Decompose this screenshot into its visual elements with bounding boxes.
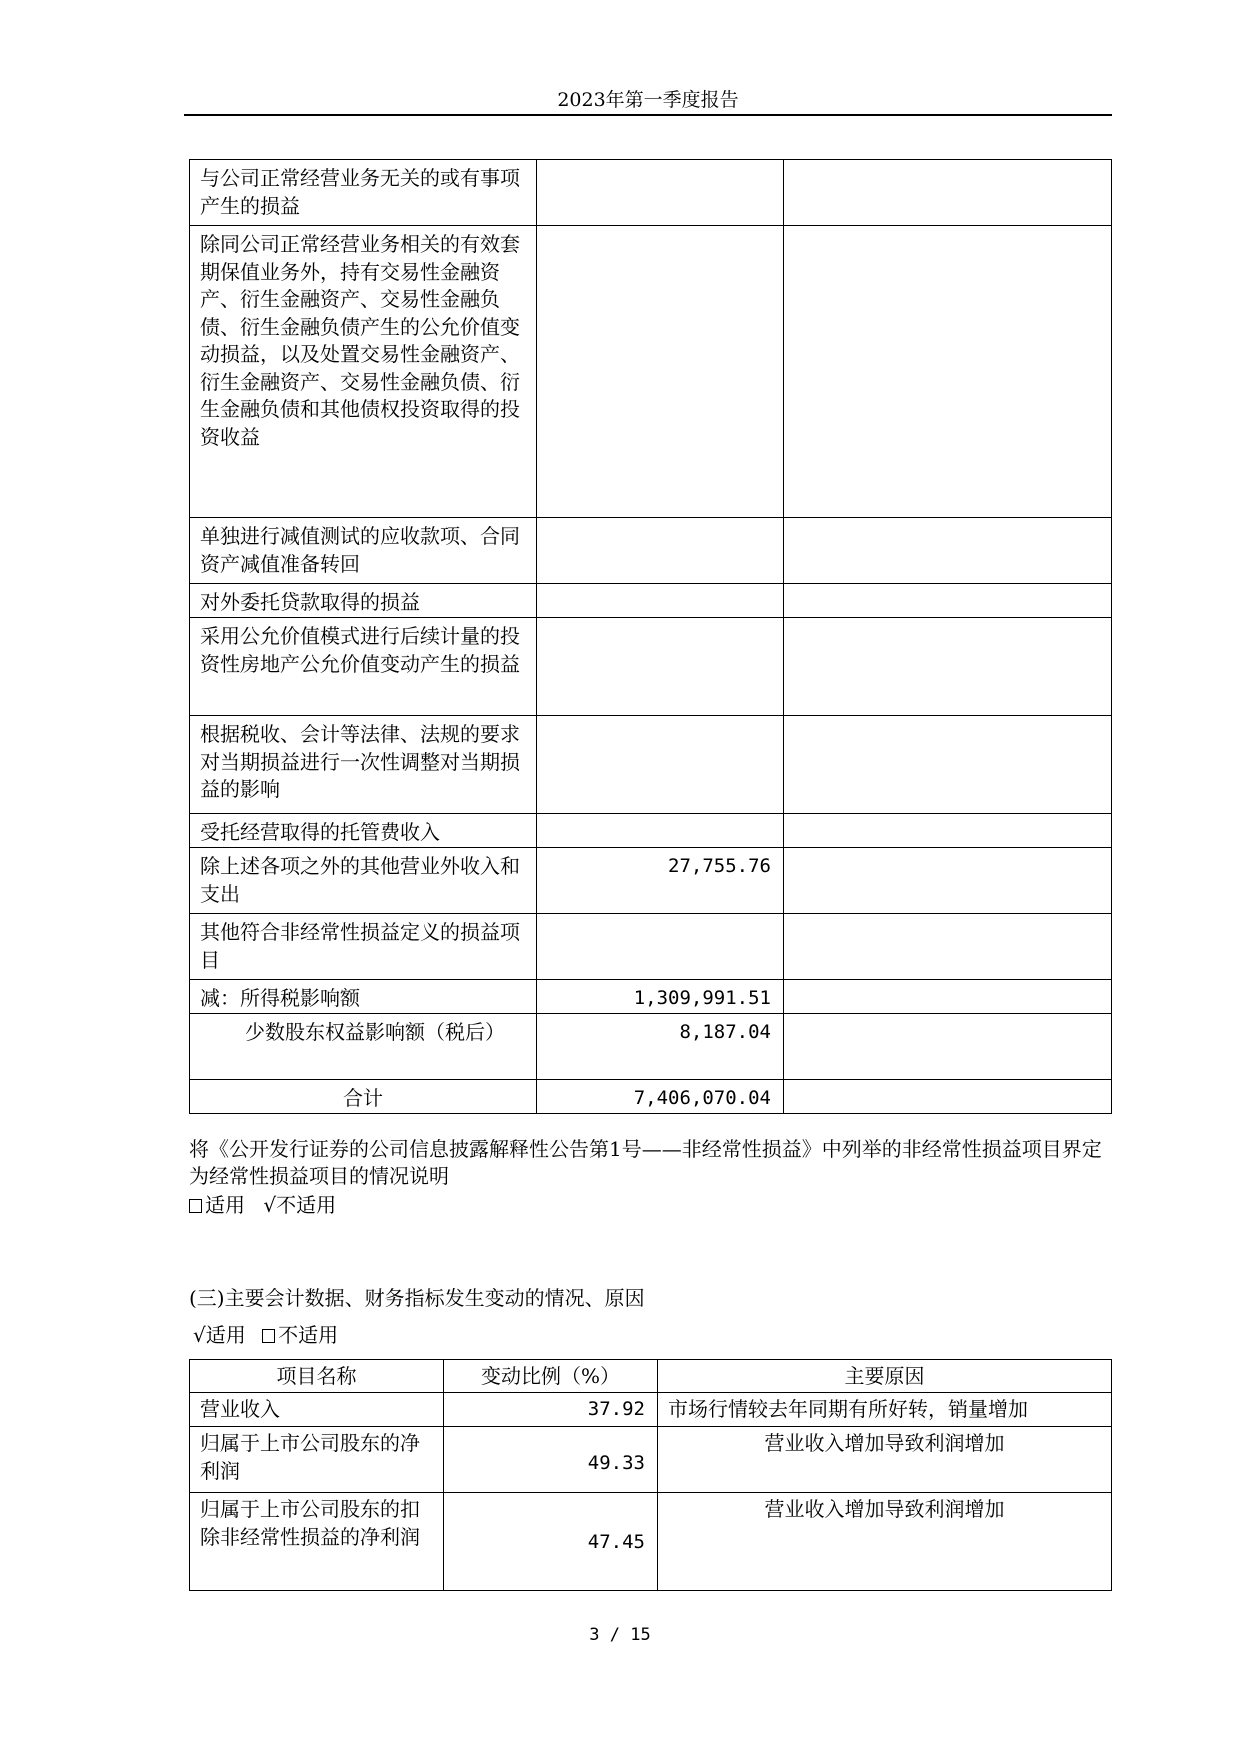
not-applicable-label: 不适用 <box>276 1193 337 1217</box>
reason-cell: 市场行情较去年同期有所好转，销量增加 <box>658 1393 1112 1427</box>
page-header-title: 2023年第一季度报告 <box>557 89 739 111</box>
item-cell: 根据税收、会计等法律、法规的要求对当期损益进行一次性调整对当期损益的影响 <box>190 716 537 814</box>
total-label-cell: 合计 <box>190 1079 537 1113</box>
note-cell <box>784 716 1112 814</box>
item-cell: 除上述各项之外的其他营业外收入和支出 <box>190 848 537 914</box>
note-cell <box>784 584 1112 618</box>
table-header-row <box>190 1360 1112 1393</box>
item-cell: 受托经营取得的托管费收入 <box>190 814 537 848</box>
amount-cell <box>537 160 784 226</box>
table-row <box>190 226 1112 518</box>
table-row <box>190 716 1112 814</box>
item-cell: 归属于上市公司股东的净利润 <box>190 1427 444 1493</box>
table-row <box>190 1427 1112 1493</box>
explanation-applicability <box>189 1192 1119 1219</box>
item-cell: 其他符合非经常性损益定义的损益项目 <box>190 914 537 980</box>
note-cell <box>784 226 1112 518</box>
amount-cell <box>537 518 784 584</box>
table-row <box>190 160 1112 226</box>
column-header: 主要原因 <box>658 1360 1112 1393</box>
amount-cell: 8,187.04 <box>537 1013 784 1079</box>
changes-table <box>189 1359 1112 1591</box>
item-cell: 营业收入 <box>190 1393 444 1427</box>
amount-cell: 1,309,991.51 <box>537 980 784 1014</box>
item-cell: 单独进行减值测试的应收款项、合同资产减值准备转回 <box>190 518 537 584</box>
check-mark-icon: √ <box>263 1193 277 1217</box>
table-row <box>190 584 1112 618</box>
not-applicable-label: 不适用 <box>278 1323 339 1347</box>
non-recurring-items-table <box>189 159 1112 1114</box>
amount-cell <box>537 716 784 814</box>
table-row <box>190 1493 1112 1591</box>
item-cell: 减：所得税影响额 <box>190 980 537 1014</box>
table-row <box>190 1013 1112 1079</box>
table-row <box>190 848 1112 914</box>
table-row <box>190 914 1112 980</box>
amount-cell <box>537 226 784 518</box>
column-header: 项目名称 <box>190 1360 444 1393</box>
section-applicability <box>193 1322 1123 1349</box>
note-cell <box>784 1013 1112 1079</box>
item-cell: 与公司正常经营业务无关的或有事项产生的损益 <box>190 160 537 226</box>
total-row <box>190 1079 1112 1113</box>
item-cell: 除同公司正常经营业务相关的有效套期保值业务外，持有交易性金融资产、衍生金融资产、交易性金融负债、衍生金融负债产生的公允价值变动损益，以及处置交易性金融资产、衍生金融资产、交易性金融负债、衍生金融负债和其他债权投资取得的投资收益 <box>190 226 537 518</box>
item-cell: 采用公允价值模式进行后续计量的投资性房地产公允价值变动产生的损益 <box>190 618 537 716</box>
table-row <box>190 1393 1112 1427</box>
amount-cell <box>537 814 784 848</box>
item-cell: 对外委托贷款取得的损益 <box>190 584 537 618</box>
amount-cell <box>537 584 784 618</box>
reason-cell: 营业收入增加导致利润增加 <box>658 1427 1112 1493</box>
note-cell <box>784 518 1112 584</box>
note-cell <box>784 914 1112 980</box>
amount-cell: 27,755.76 <box>537 848 784 914</box>
note-cell <box>784 1079 1112 1113</box>
table-row <box>190 518 1112 584</box>
unchecked-box-icon <box>189 1199 202 1213</box>
amount-cell <box>537 618 784 716</box>
table-row <box>190 980 1112 1014</box>
header-rule <box>184 114 1112 116</box>
note-cell <box>784 848 1112 914</box>
item-cell: 少数股东权益影响额（税后） <box>190 1013 537 1079</box>
ratio-cell: 49.33 <box>444 1427 658 1493</box>
column-header: 变动比例（%） <box>444 1360 658 1393</box>
explanation-text: 将《公开发行证券的公司信息披露解释性公告第1号——非经常性损益》中列举的非经常性损益项目界定为经常性损益项目的情况说明 <box>189 1137 1102 1188</box>
unchecked-box-icon <box>262 1329 275 1343</box>
ratio-cell: 37.92 <box>444 1393 658 1427</box>
table-row <box>190 814 1112 848</box>
note-cell <box>784 618 1112 716</box>
applicable-label: 适用 <box>205 1193 245 1217</box>
applicable-label: 适用 <box>205 1323 246 1347</box>
item-cell: 归属于上市公司股东的扣除非经常性损益的净利润 <box>190 1493 444 1591</box>
table-row <box>190 618 1112 716</box>
page-number: 3 / 15 <box>589 1625 651 1645</box>
reason-cell: 营业收入增加导致利润增加 <box>658 1493 1112 1591</box>
total-amount-cell: 7,406,070.04 <box>537 1079 784 1113</box>
ratio-cell: 47.45 <box>444 1493 658 1591</box>
note-cell <box>784 814 1112 848</box>
amount-cell <box>537 914 784 980</box>
check-mark-icon: √ <box>193 1323 206 1347</box>
section-heading: (三)主要会计数据、财务指标发生变动的情况、原因 <box>189 1286 645 1310</box>
note-cell <box>784 160 1112 226</box>
note-cell <box>784 980 1112 1014</box>
